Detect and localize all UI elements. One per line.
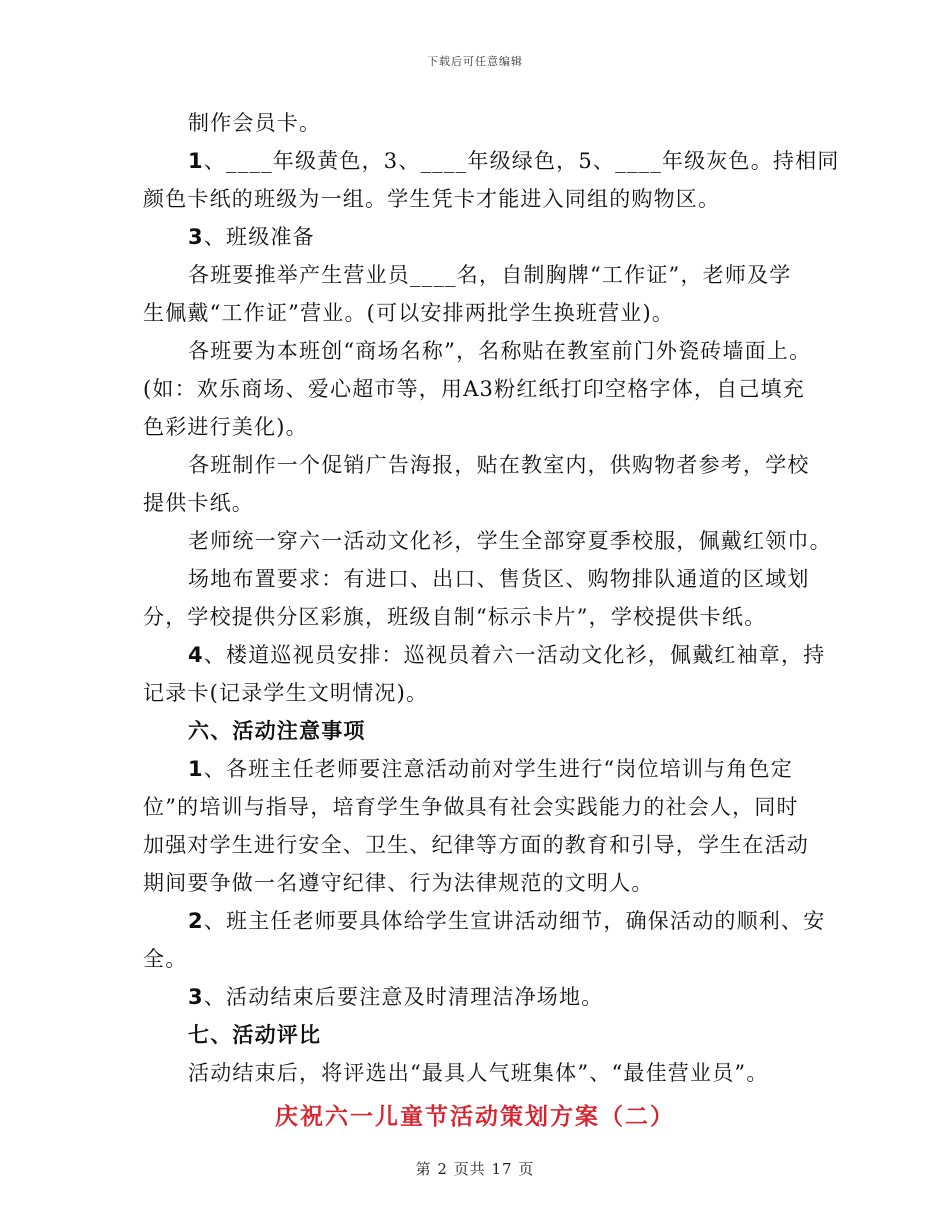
paragraph-line: 生佩戴“工作证”营业。(可以安排两批学生换班营业)。	[143, 301, 675, 325]
line-text: 、班级准备	[203, 225, 315, 249]
item-number: 1	[188, 757, 204, 781]
paragraph-line: 全。	[143, 947, 188, 971]
paragraph-line: 提供卡纸。	[143, 491, 254, 515]
paragraph-line: 色彩进行美化)。	[143, 415, 308, 439]
paragraph-line: 活动结束后，将评选出“最具人气班集体”、“最佳营业员”。	[188, 1061, 769, 1085]
paragraph-line: 制作会员卡。	[188, 111, 322, 135]
item-number: 3	[188, 985, 204, 1009]
paragraph-line	[143, 142, 840, 180]
line-text: 、活动结束后要注意及时清理洁净场地。	[203, 985, 604, 1009]
item-number: 3	[188, 225, 204, 249]
item-number: 4	[188, 643, 204, 667]
paragraph-line: 老师统一穿六一活动文化衫，学生全部穿夏季校服，佩戴红领巾。	[188, 529, 832, 553]
page-footer: 第 2 页共 17 页	[415, 1160, 535, 1178]
paragraph-line: 场地布置要求：有进口、出口、售货区、购物排队通道的区域划	[188, 567, 810, 591]
paragraph-line: 位”的培训与指导，培育学生争做具有社会实践能力的社会人，同时	[143, 795, 799, 819]
item-number: 2	[188, 909, 204, 933]
page-header: 下载后可任意编辑	[427, 55, 523, 68]
paragraph-line: 各班要推举产生营业员____名，自制胸牌“工作证”，老师及学	[188, 263, 792, 287]
paragraph-line: 期间要争做一名遵守纪律、行为法律规范的文明人。	[143, 871, 654, 895]
document-body	[143, 104, 840, 1136]
line-text: 、____年级黄色，3、____年级绿色，5、____年级灰色。持相同	[203, 149, 840, 173]
item-number: 1	[188, 149, 204, 173]
paragraph-line: 记录卡(记录学生文明情况)。	[143, 681, 429, 705]
section-heading: 六、活动注意事项	[188, 719, 366, 743]
paragraph-line: 加强对学生进行安全、卫生、纪律等方面的教育和引导，学生在活动	[143, 833, 809, 857]
line-text: 、楼道巡视员安排：巡视员着六一活动文化衫，佩戴红袖章，持	[203, 643, 826, 667]
line-text: 、班主任老师要具体给学生宣讲活动细节，确保活动的顺利、安	[203, 909, 826, 933]
paragraph-line	[143, 902, 826, 940]
paragraph-line: (如：欢乐商场、爱心超市等，用A3粉红纸打印空格字体，自己填充	[143, 377, 805, 401]
paragraph-line: 各班制作一个促销广告海报，贴在教室内，供购物者参考，学校	[188, 453, 810, 477]
paragraph-line	[143, 978, 807, 1016]
paragraph-line	[143, 750, 807, 788]
paragraph-line: 颜色卡纸的班级为一组。学生凭卡才能进入同组的购物区。	[143, 187, 721, 211]
line-text: 、各班主任老师要注意活动前对学生进行“岗位培训与角色定	[203, 757, 793, 781]
paragraph-line: 分，学校提供分区彩旗，班级自制“标示卡片”，学校提供卡纸。	[143, 605, 767, 629]
paragraph-line	[143, 636, 826, 674]
subsection-heading	[143, 218, 807, 256]
document-title: 庆祝六一儿童节活动策划方案（二）	[275, 1104, 675, 1130]
section-heading: 七、活动评比	[188, 1023, 322, 1047]
paragraph-line: 各班要为本班创“商场名称”，名称贴在教室前门外瓷砖墙面上。	[188, 339, 812, 363]
